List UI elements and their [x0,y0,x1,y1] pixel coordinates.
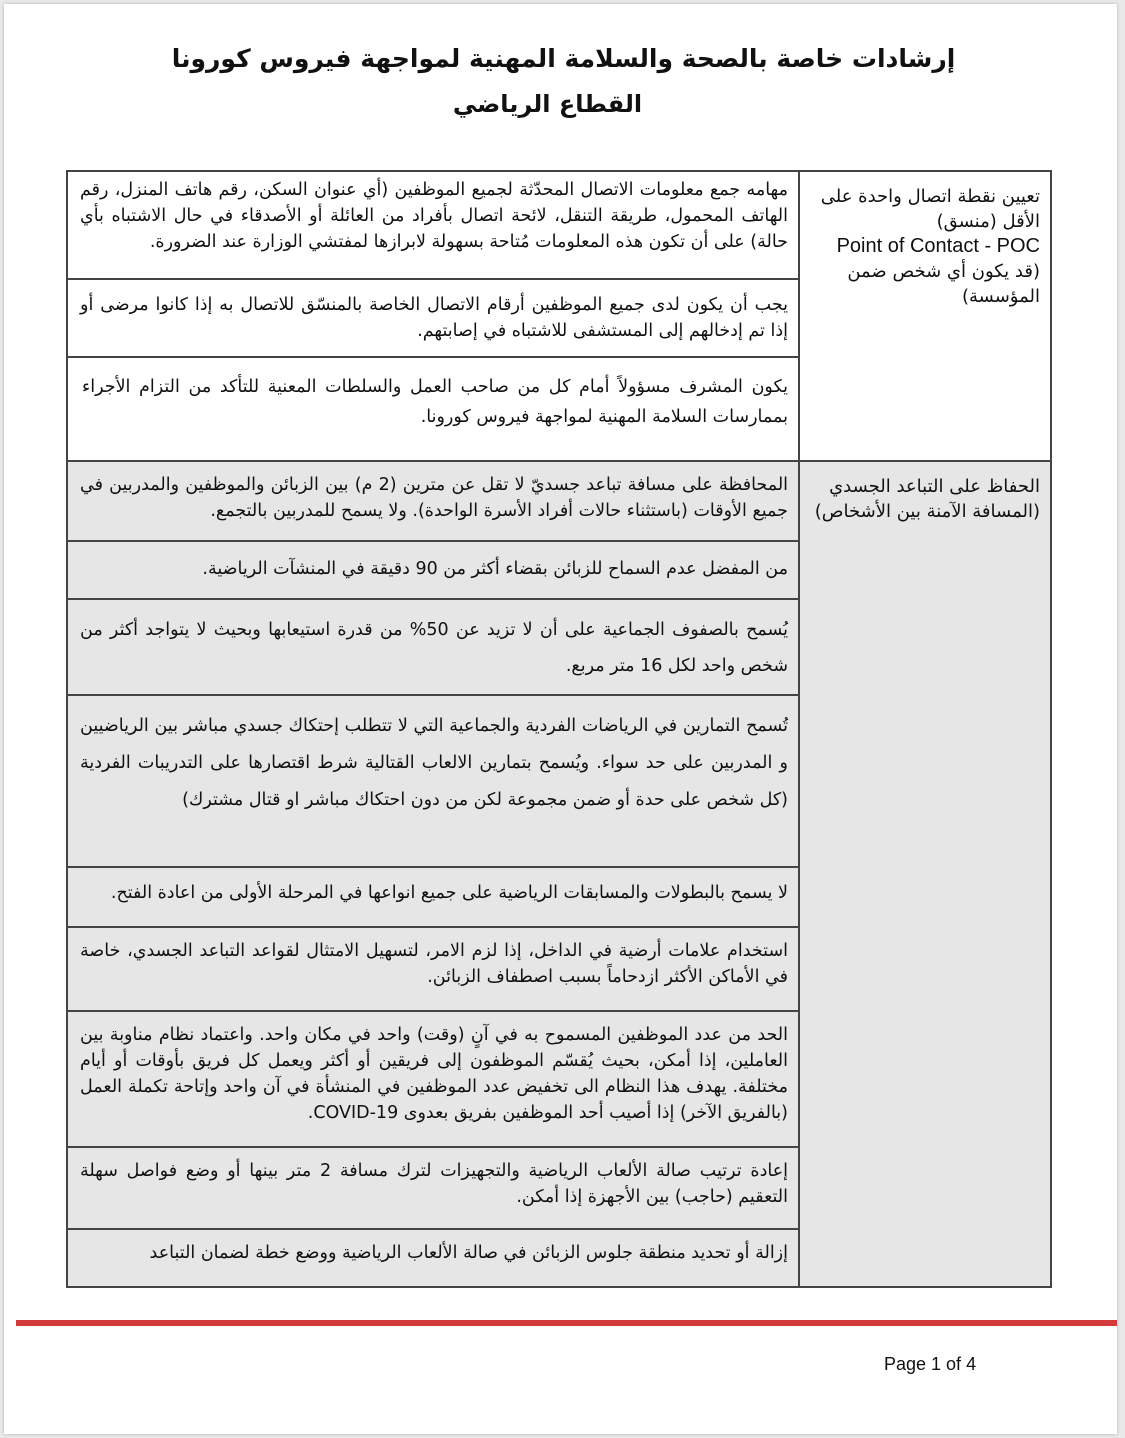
section-header-distancing [799,461,1051,1287]
table-row: يُسمح بالصفوف الجماعية على أن لا تزيد عن 50% من قدرة استيعابها وبحيث لا يتواجد أكثر من شخص واحد لكل 16 متر مربع. [67,599,799,695]
table-row: يكون المشرف مسؤولاً أمام كل من صاحب العمل والسلطات المعنية للتأكد من التزام الأجراء بممارسات السلامة المهنية لمواجهة فيروس كورونا. [67,357,799,461]
document-page [4,4,1117,1434]
table-row: إزالة أو تحديد منطقة جلوس الزبائن في صالة الألعاب الرياضية ووضع خطة لضمان التباعد [67,1229,799,1287]
footer-accent-line [16,1320,1117,1326]
table-row: لا يسمح بالبطولات والمسابقات الرياضية على جميع انواعها في المرحلة الأولى من اعادة الفتح. [67,867,799,927]
section-header-contact [799,171,1051,461]
table-row: الحد من عدد الموظفين المسموح به في آنٍ (وقت) واحد في مكان واحد. واعتماد نظام مناوبة بين العاملين، إذا أمكن، بحيث يُقسّم الموظفون إلى فريقين أو أكثر ويعمل كل فريق بأوقات أو أيام مختلفة. يهدف هذا النظام الى تخفيض عدد الموظفين في المنشأة في آن واحد وإتاحة تكملة العمل (بالفريق الآخر) إذا أصيب أحد الموظفين بفريق بعدوى COVID-19. [67,1011,799,1147]
section-header-contact-ar: تعيين نقطة اتصال واحدة على الأقل (منسق) [820,186,1040,232]
document-title: إرشادات خاصة بالصحة والسلامة المهنية لمواجهة فيروس كورونا [171,44,956,73]
table-row: من المفضل عدم السماح للزبائن بقضاء أكثر من 90 دقيقة في المنشآت الرياضية. [67,541,799,599]
table-row: المحافظة على مسافة تباعد جسديّ لا تقل عن مترين (2 م) بين الزبائن والموظفين والمدربين في جميع الأوقات (باستثناء حالات أفراد الأسرة الواحدة). ولا يسمح للمدربين بالتجمع. [67,461,799,541]
section-header-contact-en: Point of Contact - POC [836,235,1040,257]
table-row: يجب أن يكون لدى جميع الموظفين أرقام الاتصال الخاصة بالمنسّق للاتصال به إذا كانوا مرضى أو إذا تم إدخالهم إلى المستشفى للاشتباه في إصابتهم. [67,279,799,357]
table-row: مهامه جمع معلومات الاتصال المحدّثة لجميع الموظفين (أي عنوان السكن، رقم هاتف المنزل، رقم الهاتف المحمول، طريقة التنقل، لائحة اتصال بأفراد من العائلة أو الأصدقاء في حال الاشتباه بأي حالة) على أن تكون هذه المعلومات مُتاحة بسهولة لابرازها لمفتشي الوزارة عند الضرورة. [67,171,799,279]
table-row: تُسمح التمارين في الرياضات الفردية والجماعية التي لا تتطلب إحتكاك جسدي مباشر بين الرياضيين و المدربين على حد سواء. ويُسمح بتمارين الالعاب القتالية شرط اقتصارها على التدريبات الفردية (كل شخص على حدة أو ضمن مجموعة لكن من دون احتكاك مباشر او قتال مشترك) [67,695,799,867]
section-header-contact-note: (قد يكون أي شخص ضمن المؤسسة) [847,261,1040,307]
page-number: Page 1 of 4 [884,1354,977,1374]
section-header-distancing-ar: الحفاظ على التباعد الجسدي (المسافة الآمنة بين الأشخاص) [814,476,1040,522]
table-row: استخدام علامات أرضية في الداخل، إذا لزم الامر، لتسهيل الامتثال لقواعد التباعد الجسدي، خاصة في الأماكن الأكثر ازدحاماً بسبب اصطفاف الزبائن. [67,927,799,1011]
table-row: إعادة ترتيب صالة الألعاب الرياضية والتجهيزات لترك مسافة 2 متر بينها أو وضع فواصل سهلة التعقيم (حاجب) بين الأجهزة إذا أمكن. [67,1147,799,1229]
document-subtitle: القطاع الرياضي [452,90,643,118]
guidelines-table [66,170,1052,1288]
